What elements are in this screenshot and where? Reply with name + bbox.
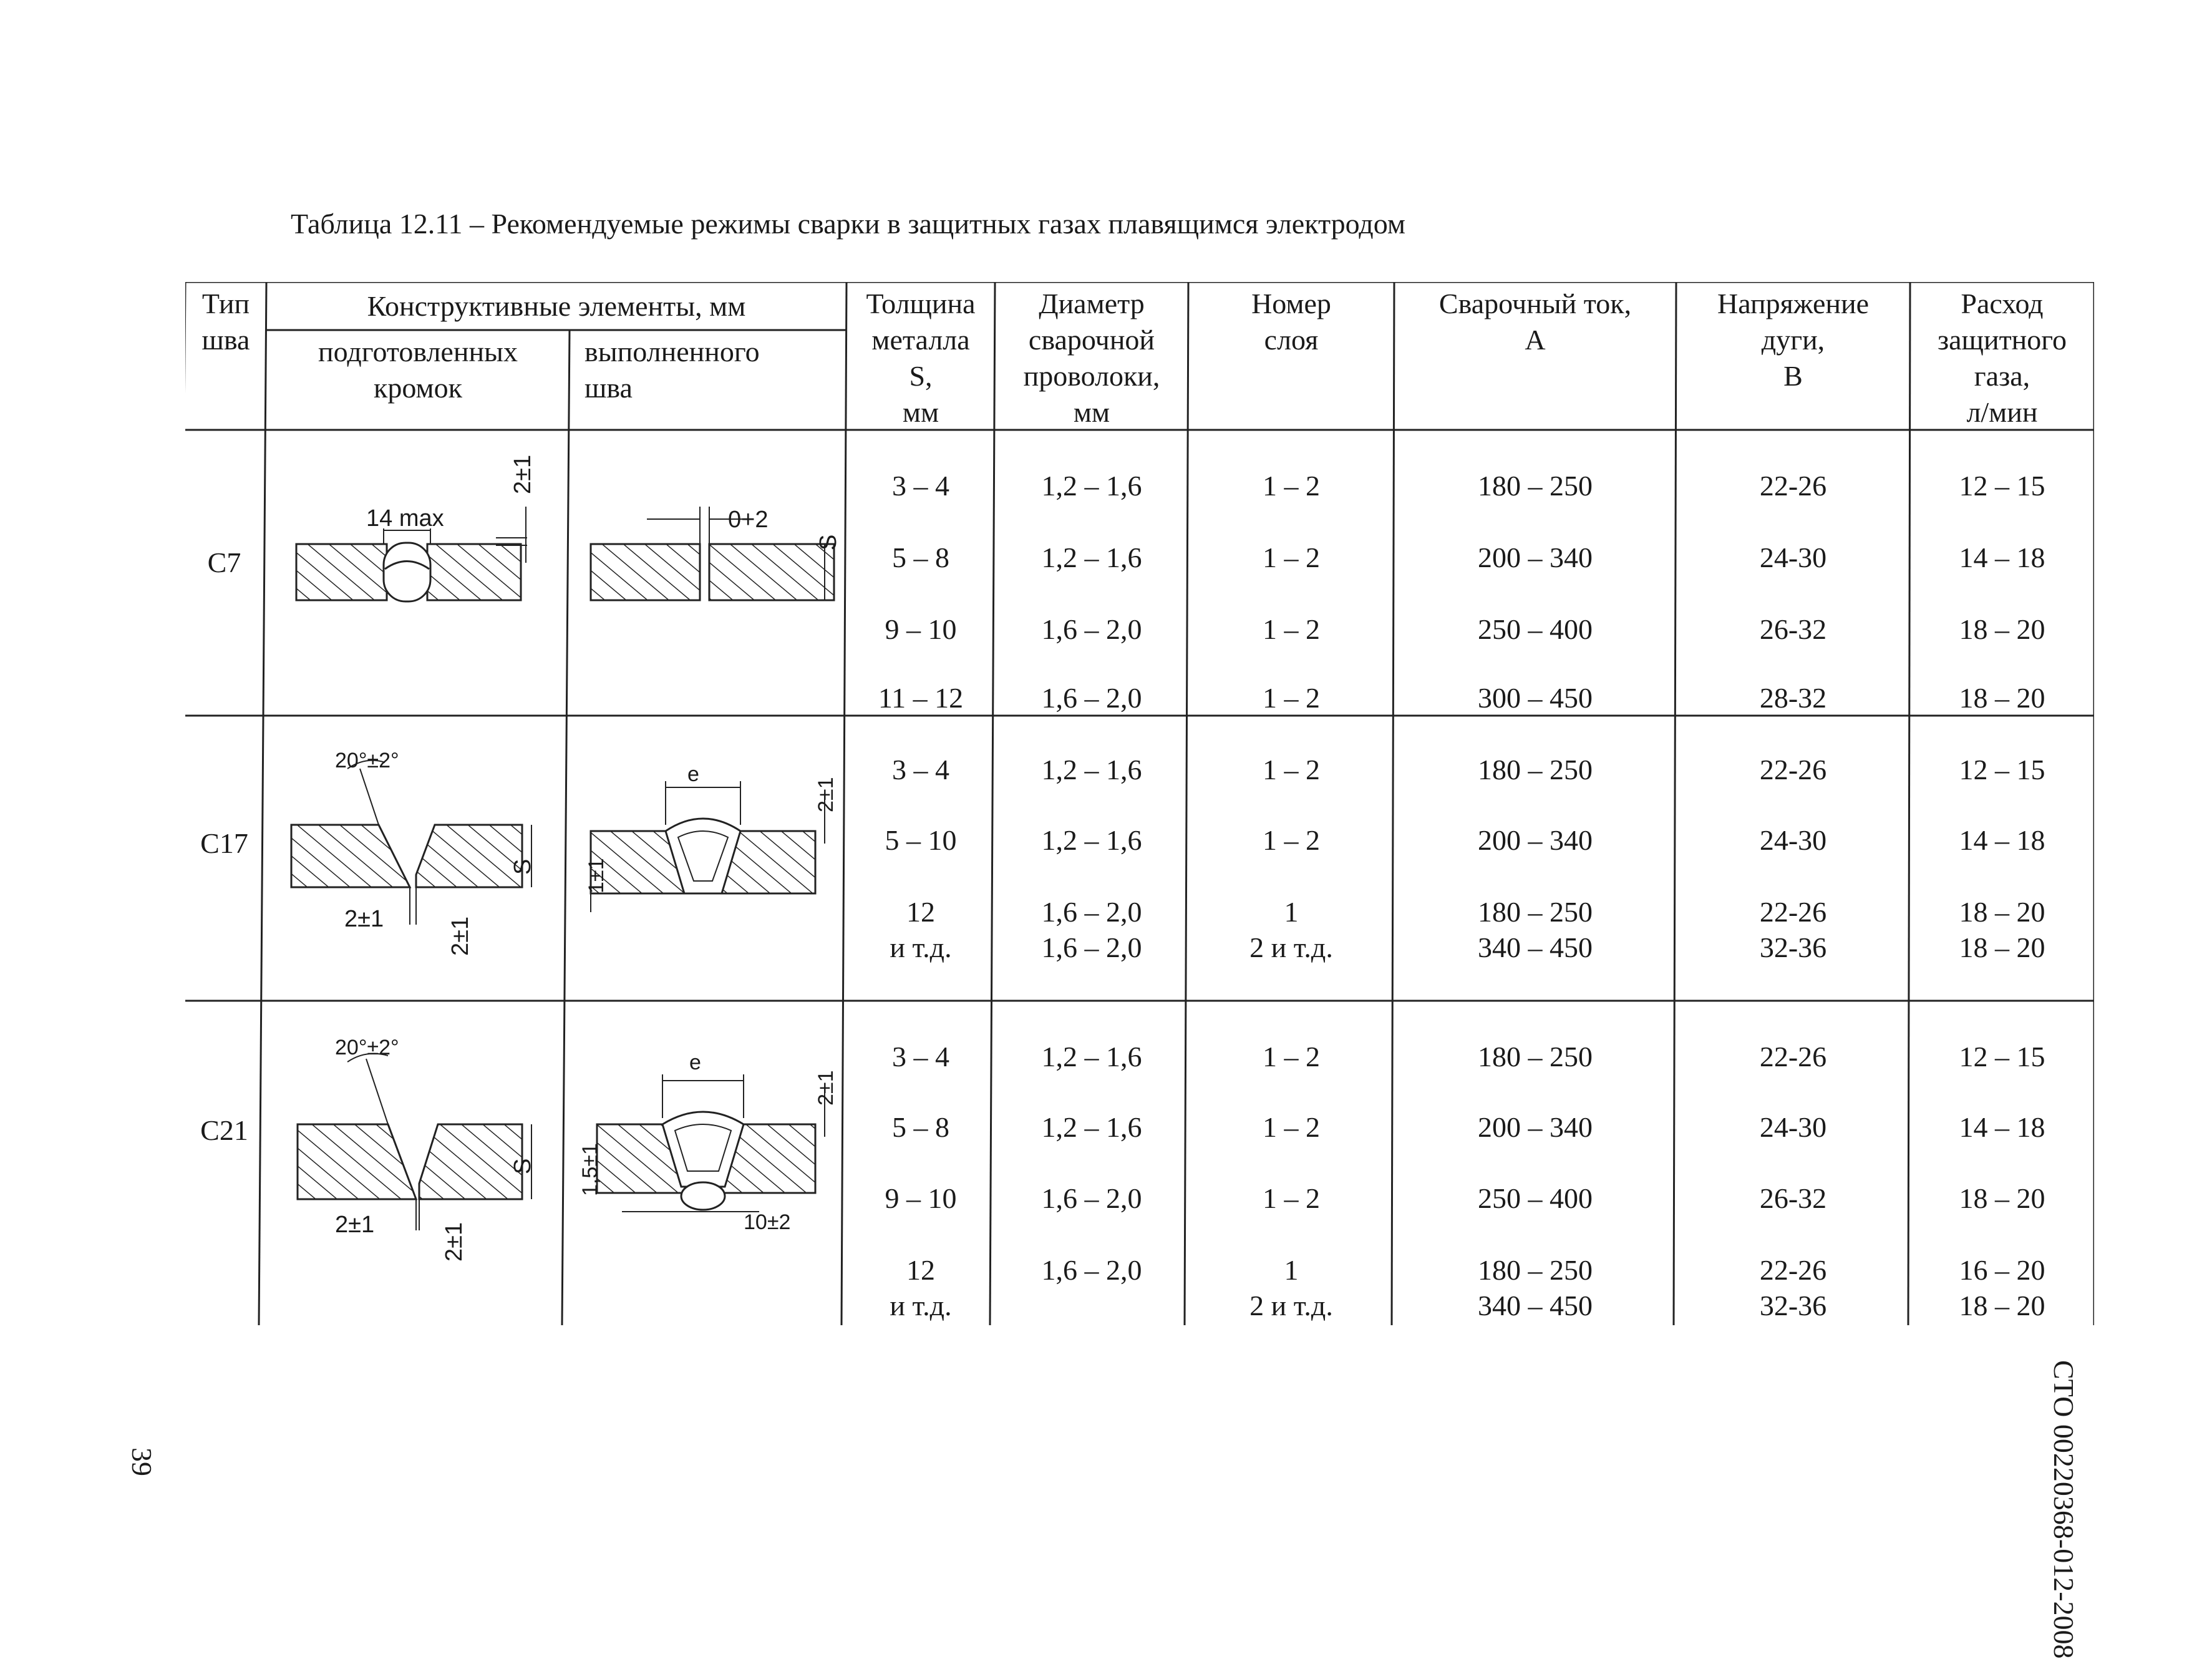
header-constructive: Конструктивные элементы, мм <box>367 289 746 322</box>
c21-dim-width: e <box>689 1051 701 1074</box>
cell-layer: 1 <box>1284 896 1299 928</box>
c17-finished-weld-diagram <box>585 756 846 943</box>
cell-thickness: 5 – 10 <box>885 824 957 856</box>
cell-diameter: 1,2 – 1,6 <box>1041 1111 1142 1143</box>
cell-voltage: 22-26 <box>1759 1254 1827 1286</box>
c7-dim-thickness: S <box>815 534 842 550</box>
cell-current: 200 – 340 <box>1478 824 1593 856</box>
cell-voltage: 22-26 <box>1759 754 1827 786</box>
cell-layer: 2 и т.д. <box>1249 932 1333 963</box>
header-voltage: Напряжение дуги, В <box>1717 288 1870 392</box>
cell-layer: 1 – 2 <box>1263 1041 1320 1073</box>
cell-current: 250 – 400 <box>1478 1182 1593 1214</box>
cell-diameter: 1,2 – 1,6 <box>1041 470 1142 502</box>
cell-gas: 16 – 20 <box>1959 1254 2045 1286</box>
cell-voltage: 24-30 <box>1759 542 1827 573</box>
c21-dim-root-face: 2±1 <box>441 1222 467 1262</box>
c21-dim-backing-width: 10±2 <box>744 1210 791 1234</box>
c7-finished-weld-diagram <box>585 494 846 619</box>
c7-dim-gap-max: 14 max <box>366 505 444 532</box>
header-type: Тип шва <box>201 288 250 356</box>
row-type-c17: С17 <box>200 827 248 859</box>
header-finished: выполненного шва <box>585 336 760 404</box>
cell-thickness: 3 – 4 <box>892 1041 949 1073</box>
welding-modes-table <box>185 282 2094 1330</box>
cell-layer: 1 – 2 <box>1263 1111 1320 1143</box>
cell-thickness: 5 – 8 <box>892 542 949 573</box>
table-caption: Таблица 12.11 – Рекомендуемые режимы сварки в защитных газах плавящимся электродом <box>291 208 1405 240</box>
cell-gas: 18 – 20 <box>1959 613 2045 645</box>
cell-gas: 18 – 20 <box>1959 682 2045 714</box>
page-number: 39 <box>126 1447 158 1476</box>
c7-dim-gap: 0+2 <box>728 507 769 533</box>
cell-thickness: и т.д. <box>890 1290 952 1321</box>
cell-voltage: 32-36 <box>1759 1290 1827 1321</box>
row-type-c21: С21 <box>200 1114 248 1146</box>
cell-gas: 18 – 20 <box>1959 1182 2045 1214</box>
cell-gas: 18 – 20 <box>1959 1290 2045 1321</box>
cell-current: 200 – 340 <box>1478 1111 1593 1143</box>
cell-voltage: 22-26 <box>1759 896 1827 928</box>
cell-gas: 18 – 20 <box>1959 932 2045 963</box>
cell-voltage: 24-30 <box>1759 1111 1827 1143</box>
cell-thickness: 3 – 4 <box>892 470 949 502</box>
cell-current: 250 – 400 <box>1478 613 1593 645</box>
cell-current: 300 – 450 <box>1478 682 1593 714</box>
cell-gas: 14 – 18 <box>1959 1111 2045 1143</box>
c21-dim-thickness: S <box>510 1158 536 1174</box>
cell-thickness: и т.д. <box>890 932 952 963</box>
cell-thickness: 9 – 10 <box>885 613 957 645</box>
cell-layer: 1 – 2 <box>1263 682 1320 714</box>
cell-layer: 1 – 2 <box>1263 1182 1320 1214</box>
cell-voltage: 32-36 <box>1759 932 1827 963</box>
cell-diameter: 1,2 – 1,6 <box>1041 542 1142 573</box>
row-type-c7: С7 <box>207 547 241 578</box>
cell-thickness: 5 – 8 <box>892 1111 949 1143</box>
cell-voltage: 22-26 <box>1759 1041 1827 1073</box>
c17-dim-root-reinforcement: 1±1 <box>585 858 608 893</box>
cell-layer: 1 – 2 <box>1263 754 1320 786</box>
cell-voltage: 26-32 <box>1759 1182 1827 1214</box>
header-layer: Номер слоя <box>1251 288 1331 356</box>
c17-dim-thickness: S <box>510 859 536 875</box>
cell-diameter: 1,6 – 2,0 <box>1041 1254 1142 1286</box>
cell-thickness: 12 <box>906 896 935 928</box>
cell-voltage: 26-32 <box>1759 613 1827 645</box>
cell-layer: 1 <box>1284 1254 1299 1286</box>
c17-dim-root-face: 2±1 <box>447 916 473 956</box>
cell-layer: 1 – 2 <box>1263 613 1320 645</box>
cell-diameter: 1,6 – 2,0 <box>1041 682 1142 714</box>
header-thickness: Толщина металла S, мм <box>866 288 976 428</box>
c17-dim-angle: 20°±2° <box>335 749 399 772</box>
cell-diameter: 1,6 – 2,0 <box>1041 613 1142 645</box>
c21-prepared-edges-diagram <box>285 1031 560 1237</box>
cell-current: 180 – 250 <box>1478 896 1593 928</box>
cell-voltage: 28-32 <box>1759 682 1827 714</box>
c21-finished-weld-diagram <box>585 1043 846 1249</box>
cell-current: 340 – 450 <box>1478 932 1593 963</box>
cell-diameter: 1,2 – 1,6 <box>1041 824 1142 856</box>
document-code: СТО 00220368-012-2008 <box>2048 1360 2080 1659</box>
c21-dim-reinforcement: 2±1 <box>814 1070 838 1106</box>
cell-diameter: 1,2 – 1,6 <box>1041 1041 1142 1073</box>
c17-prepared-edges-diagram <box>285 744 560 937</box>
header-prepared: подготовленных кромок <box>318 336 518 404</box>
c17-dim-width: e <box>687 762 699 786</box>
cell-diameter: 1,6 – 2,0 <box>1041 932 1142 963</box>
cell-current: 180 – 250 <box>1478 1041 1593 1073</box>
header-diameter: Диаметр сварочной проволоки, мм <box>1023 288 1160 428</box>
cell-gas: 12 – 15 <box>1959 754 2045 786</box>
cell-diameter: 1,6 – 2,0 <box>1041 896 1142 928</box>
cell-gas: 14 – 18 <box>1959 542 2045 573</box>
cell-thickness: 12 <box>906 1254 935 1286</box>
c21-dim-gap: 2±1 <box>335 1212 375 1238</box>
cell-current: 200 – 340 <box>1478 542 1593 573</box>
cell-gas: 14 – 18 <box>1959 824 2045 856</box>
c17-dim-reinforcement: 2±1 <box>814 777 838 812</box>
c7-dim-reinforcement: 2±1 <box>510 454 536 494</box>
cell-gas: 18 – 20 <box>1959 896 2045 928</box>
cell-current: 180 – 250 <box>1478 1254 1593 1286</box>
cell-layer: 1 – 2 <box>1263 542 1320 573</box>
header-current: Сварочный ток, А <box>1438 288 1632 356</box>
cell-current: 180 – 250 <box>1478 470 1593 502</box>
cell-gas: 12 – 15 <box>1959 470 2045 502</box>
cell-thickness: 9 – 10 <box>885 1182 957 1214</box>
cell-voltage: 22-26 <box>1759 470 1827 502</box>
cell-current: 180 – 250 <box>1478 754 1593 786</box>
cell-layer: 1 – 2 <box>1263 824 1320 856</box>
cell-thickness: 3 – 4 <box>892 754 949 786</box>
cell-thickness: 11 – 12 <box>878 682 964 714</box>
c21-dim-root-reinforcement: 1,5±1 <box>578 1143 602 1196</box>
cell-voltage: 24-30 <box>1759 824 1827 856</box>
cell-layer: 2 и т.д. <box>1249 1290 1333 1321</box>
c17-dim-gap: 2±1 <box>344 906 384 932</box>
c21-dim-angle: 20°±2° <box>335 1036 399 1059</box>
cell-layer: 1 – 2 <box>1263 470 1320 502</box>
cell-diameter: 1,6 – 2,0 <box>1041 1182 1142 1214</box>
cell-diameter: 1,2 – 1,6 <box>1041 754 1142 786</box>
cell-gas: 12 – 15 <box>1959 1041 2045 1073</box>
cell-current: 340 – 450 <box>1478 1290 1593 1321</box>
header-gas: Расход защитного газа, л/мин <box>1937 288 2067 428</box>
